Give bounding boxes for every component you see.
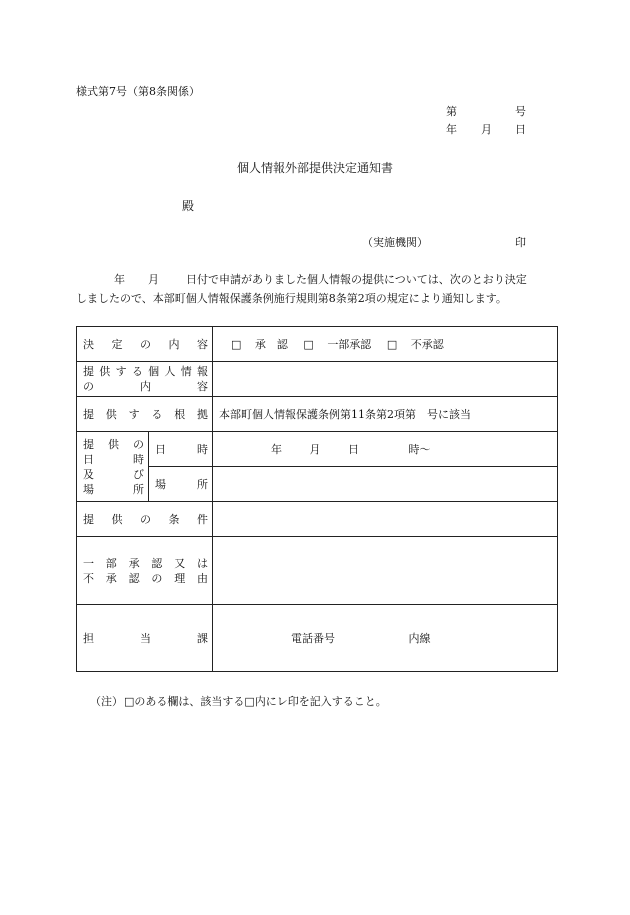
label-char: 理 <box>174 571 186 585</box>
label-char: す <box>128 407 140 421</box>
staff-value[interactable] <box>213 605 558 672</box>
label-char: 個 <box>148 365 160 378</box>
info-value-cell[interactable] <box>213 362 558 397</box>
basis-label <box>77 397 213 432</box>
issuer-label: （実施機関） <box>362 236 428 249</box>
extension-label: 内線 <box>408 631 431 645</box>
date-year: 年 <box>446 123 457 136</box>
basis-value: 本部町個人情報保護条例第11条第2項第 号に該当 <box>213 397 558 432</box>
reason-row <box>77 537 558 605</box>
decision-options <box>213 327 558 362</box>
label-char: 提 <box>83 407 94 421</box>
label-char: 所 <box>133 482 144 496</box>
conditions-row <box>77 502 558 537</box>
label-char: 日 <box>155 442 166 456</box>
datetime-time: 時〜 <box>408 442 431 456</box>
reason-label <box>77 537 213 605</box>
staff-row <box>77 605 558 672</box>
form-number: 様式第7号（第8条関係） <box>76 85 200 98</box>
phone-label: 電話番号 <box>291 631 335 645</box>
label-char: 供 <box>111 512 123 526</box>
body-line2-text: しましたので、本部町個人情報保護条例施行規則第8条第2項の規定により通知します。 <box>76 292 507 305</box>
conditions-label <box>77 502 213 537</box>
checkbox-reject[interactable]: □ <box>386 337 398 351</box>
label-char: る <box>131 365 143 378</box>
body-line1-text: 日付で申請がありました個人情報の提供については、次のとおり決定 <box>186 273 527 286</box>
option-reject: 不承認 <box>410 337 444 351</box>
label-char: 提 <box>83 365 94 378</box>
provision-datetime-row <box>77 432 558 467</box>
datetime-year: 年 <box>271 442 282 456</box>
label-char: 所 <box>197 477 208 491</box>
label-char: 情 <box>180 365 192 378</box>
label-char: 場 <box>155 477 166 491</box>
label-char: 容 <box>197 337 208 351</box>
label-char: 当 <box>140 631 151 645</box>
label-char: 条 <box>168 512 180 526</box>
info-label <box>77 362 213 397</box>
label-char: の <box>140 512 151 526</box>
label-char: 時 <box>197 442 208 456</box>
label-char: 課 <box>197 631 208 645</box>
checkbox-approve[interactable]: □ <box>231 337 242 351</box>
label-char: び <box>133 467 144 481</box>
label-char: 認 <box>128 571 140 585</box>
decision-row <box>77 327 558 362</box>
label-char: 根 <box>174 407 186 421</box>
label-char: 供 <box>108 437 119 451</box>
label-char: 由 <box>196 571 208 585</box>
datetime-day: 日 <box>348 442 359 456</box>
decision-label <box>77 327 213 362</box>
checkbox-partial-approve[interactable]: □ <box>303 337 314 351</box>
label-char: 及 <box>83 467 94 481</box>
label-char: 決 <box>83 337 94 351</box>
label-char: は <box>196 556 208 570</box>
label-char: 容 <box>197 380 208 393</box>
label-char: 場 <box>83 482 94 496</box>
body-year: 年 <box>114 273 125 286</box>
basis-row <box>77 397 558 432</box>
staff-label <box>77 605 213 672</box>
date-day: 日 <box>515 123 526 136</box>
label-char: 提 <box>83 437 94 451</box>
label-char: 又 <box>174 556 186 570</box>
label-char: 件 <box>197 512 208 526</box>
document-title: 個人情報外部提供決定通知書 <box>236 161 393 175</box>
conditions-value-cell[interactable] <box>213 502 558 537</box>
label-char: る <box>151 407 163 421</box>
provision-form-table <box>76 326 558 672</box>
provision-place-row <box>77 467 558 502</box>
datetime-month: 月 <box>309 442 321 456</box>
label-char: 一 <box>83 556 94 570</box>
addressee-suffix: 殿 <box>182 199 195 213</box>
info-row <box>77 362 558 397</box>
label-char: 承 <box>105 571 117 585</box>
label-char: 定 <box>111 337 123 351</box>
label-char: 人 <box>164 365 176 378</box>
provision-label <box>77 432 149 502</box>
label-char: 供 <box>105 407 117 421</box>
note-text: □のある欄は、該当する□内にレ印を記入すること。 <box>124 695 387 708</box>
date-month: 月 <box>481 123 492 136</box>
reason-value-cell[interactable] <box>213 537 558 605</box>
label-char: 担 <box>83 631 94 645</box>
option-approve: 承 認 <box>254 337 288 351</box>
label-char: の <box>140 337 151 351</box>
datetime-value[interactable] <box>213 432 558 467</box>
place-label <box>149 467 213 502</box>
label-char: 内 <box>168 337 180 351</box>
label-char: 部 <box>105 556 117 570</box>
place-value-cell[interactable] <box>213 467 558 502</box>
label-char: 時 <box>133 452 144 466</box>
label-char: 提 <box>83 512 94 526</box>
label-char: 不 <box>83 571 94 585</box>
datetime-label <box>149 432 213 467</box>
label-char: の <box>83 380 94 393</box>
label-char: の <box>151 571 163 585</box>
label-char: の <box>133 437 144 451</box>
note-marker: （注） <box>90 695 123 708</box>
label-char: 報 <box>196 365 208 378</box>
label-char: す <box>115 365 127 378</box>
doc-number-suffix: 号 <box>515 105 526 118</box>
label-char: 日 <box>83 452 94 466</box>
label-char: 供 <box>99 365 111 378</box>
body-month: 月 <box>148 273 159 286</box>
doc-number-prefix: 第 <box>446 105 457 118</box>
label-char: 拠 <box>196 407 208 421</box>
option-partial-approve: 一部承認 <box>327 337 372 351</box>
label-char: 内 <box>140 380 151 393</box>
issuer-seal: 印 <box>515 236 526 249</box>
label-char: 認 <box>151 556 163 570</box>
label-char: 承 <box>128 556 140 570</box>
